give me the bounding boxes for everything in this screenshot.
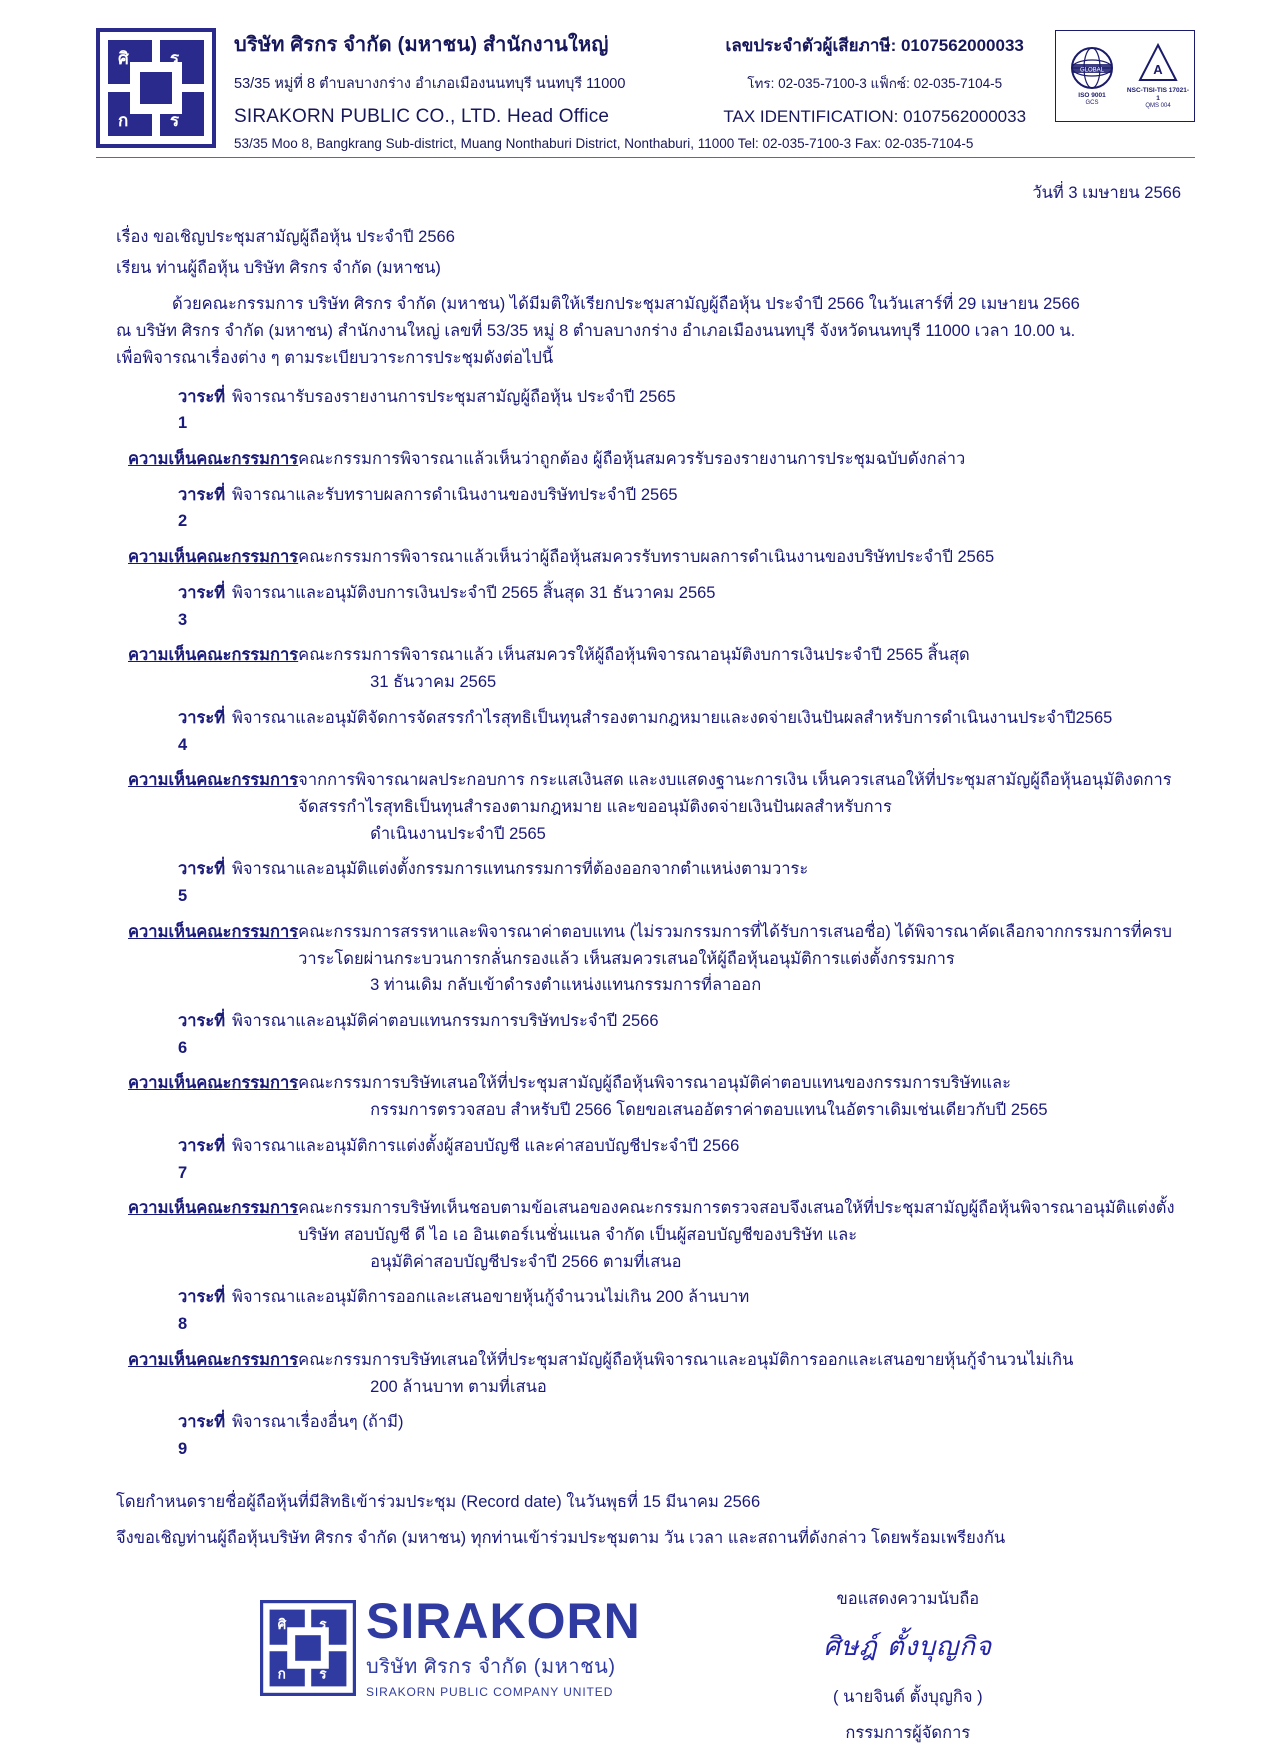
invitation-line: จึงขอเชิญท่านผู้ถือหุ้นบริษัท ศิรกร จำกัด (มหาชน) ทุกท่านเข้าร่วมประชุมตาม วัน เวลา และสถานที่ดังกล่าว โดยพร้อมเพรียงกัน bbox=[116, 1529, 1006, 1548]
sirakorn-logo-icon bbox=[96, 28, 216, 148]
board-opinion-text: คณะกรรมการบริษัทเห็นชอบตามข้อเสนอของคณะกรรมการตรวจสอบจึงเสนอให้ที่ประชุมสามัญผู้ถือหุ้นพิจารณาอนุมัติแต่งตั้ง บริษัท สอบบัญชี ดี ไอ เอ อินเตอร์เนชั่นแนล จำกัด เป็นผู้สอบบัญชีของบริษัท และ bbox=[298, 1199, 1175, 1244]
agenda-number: วาระที่ 2 bbox=[178, 485, 226, 531]
globe-badge-label: GLOBAL bbox=[1079, 67, 1105, 74]
accreditation-badge-label: A bbox=[1153, 62, 1163, 78]
board-opinion-label: ความเห็นคณะกรรมการ bbox=[128, 450, 299, 469]
board-opinion bbox=[116, 767, 1181, 847]
nac-scheme-label: QMS 004 bbox=[1145, 102, 1171, 109]
svg-text:ร: ร bbox=[319, 1666, 327, 1682]
company-address-th: 53/35 หมู่ที่ 8 ตำบลบางกร่าง อำเภอเมืองนนทบุรี นนทบุรี 11000 bbox=[234, 76, 626, 92]
agenda-item bbox=[116, 1284, 1181, 1337]
letter-body bbox=[60, 224, 1215, 1552]
svg-text:ศิ: ศิ bbox=[277, 1616, 287, 1632]
board-opinion-text-cont: อนุมัติค่าสอบบัญชีประจำปี 2566 ตามที่เสนอ bbox=[370, 1252, 682, 1271]
accreditation-icon bbox=[1138, 42, 1178, 86]
agenda-title: พิจารณาและอนุมัติจัดการจัดสรรกำไรสุทธิเป็นทุนสำรองตามกฎหมายและงดจ่ายเงินปันผลสำหรับการดำเนินงานประจำปี2565 bbox=[232, 708, 1113, 727]
record-date-line: โดยกำหนดรายชื่อผู้ถือหุ้นที่มีสิทธิเข้าร่วมประชุม (Record date) ในวันพุธที่ 15 มีนาคม 2566 bbox=[116, 1492, 761, 1511]
board-opinion-text: คณะกรรมการบริษัทเสนอให้ที่ประชุมสามัญผู้ถือหุ้นพิจารณาอนุมัติค่าตอบแทนของกรรมการบริษัทและ bbox=[298, 1074, 1012, 1093]
board-opinion bbox=[116, 642, 1181, 695]
board-opinion-label: ความเห็นคณะกรรมการ bbox=[128, 771, 299, 790]
board-opinion bbox=[116, 1070, 1181, 1123]
agenda-title: พิจารณาและอนุมัติค่าตอบแทนกรรมการบริษัทประจำปี 2566 bbox=[232, 1011, 659, 1030]
footer-logo bbox=[60, 1586, 641, 1699]
agenda-number: วาระที่ 9 bbox=[178, 1413, 226, 1459]
agenda-item bbox=[116, 580, 1181, 633]
board-opinion-text: คณะกรรมการสรรหาและพิจารณาค่าตอบแทน (ไม่รวมกรรมการที่ได้รับการเสนอชื่อ) ได้พิจารณาคัดเลือกจากกรรมการที่ครบวาระโดยผ่านกระบวนการกลั่นกรองแล้ว เห็นสมควรเสนอให้ผู้ถือหุ้นอนุมัติการแต่งตั้งกรรมการ bbox=[298, 922, 1172, 968]
letter-subject: เรื่อง ขอเชิญประชุมสามัญผู้ถือหุ้น ประจำปี 2566 bbox=[116, 228, 455, 246]
intro-line-2: ณ บริษัท ศิรกร จำกัด (มหาชน) สำนักงานใหญ่ เลขที่ 53/35 หมู่ 8 ตำบลบางกร่าง อำเภอเมืองนนทบุรี จังหวัดนนทบุรี 11000 เวลา 10.00 น. bbox=[116, 322, 1076, 341]
svg-text:ร: ร bbox=[319, 1616, 327, 1632]
agenda-number: วาระที่ 6 bbox=[178, 1011, 226, 1057]
agenda-title: พิจารณาและรับทราบผลการดำเนินงานของบริษัทประจำปี 2565 bbox=[232, 485, 678, 504]
intro-line-3: เพื่อพิจารณาเรื่องต่าง ๆ ตามระเบียบวาระการประชุมดังต่อไปนี้ bbox=[116, 348, 554, 367]
agenda-number: วาระที่ 5 bbox=[178, 860, 226, 906]
footer-brand-en: SIRAKORN PUBLIC COMPANY UNITED bbox=[366, 1685, 614, 1700]
svg-text:ก: ก bbox=[118, 111, 129, 130]
board-opinion-label: ความเห็นคณะกรรมการ bbox=[128, 548, 299, 567]
board-opinion bbox=[116, 1347, 1181, 1400]
sirakorn-footer-logo-icon bbox=[260, 1600, 356, 1696]
tax-id-th: เลขประจำตัวผู้เสียภาษี: 0107562000033 bbox=[725, 36, 1024, 55]
board-opinion-text: คณะกรรมการพิจารณาแล้วเห็นว่าถูกต้อง ผู้ถือหุ้นสมควรรับรองรายงานการประชุมฉบับดังกล่าว bbox=[298, 450, 966, 469]
agenda-item bbox=[116, 1409, 1181, 1462]
board-opinion-text-cont: 31 ธันวาคม 2565 bbox=[370, 673, 497, 692]
agenda-title: พิจารณาเรื่องอื่นๆ (ถ้ามี) bbox=[232, 1413, 404, 1432]
signatory-title: กรรมการผู้จัดการ bbox=[845, 1724, 971, 1743]
footer-brand-th: บริษัท ศิรกร จำกัด (มหาชน) bbox=[366, 1656, 616, 1679]
agenda-title: พิจารณารับรองรายงานการประชุมสามัญผู้ถือหุ้น ประจำปี 2565 bbox=[232, 387, 676, 406]
iso-certification-mark bbox=[1060, 45, 1124, 107]
signatory-name: ( นายจินต์ ตั้งบุญกิจ ) bbox=[833, 1688, 983, 1707]
company-name-en: SIRAKORN PUBLIC CO., LTD. Head Office bbox=[234, 106, 610, 127]
nac-certification-mark bbox=[1126, 42, 1190, 110]
board-opinion bbox=[116, 1195, 1181, 1275]
footer-brand-name: SIRAKORN bbox=[366, 1593, 641, 1650]
board-opinion-text-cont: 3 ท่านเดิม กลับเข้าดำรงตำแหน่งแทนกรรมการที่ลาออก bbox=[370, 976, 762, 995]
company-logo bbox=[96, 28, 216, 148]
agenda-item bbox=[116, 1133, 1181, 1186]
company-address-en: 53/35 Moo 8, Bangkrang Sub-district, Muang Nonthaburi District, Nonthaburi, 11000 Tel: 02-035-7100-3 Fax: 02-035-7104-5 bbox=[234, 136, 974, 151]
letter-closing bbox=[116, 1489, 1181, 1552]
agenda-number: วาระที่ 1 bbox=[178, 387, 226, 433]
svg-text:ร: ร bbox=[170, 49, 180, 68]
letter-footer bbox=[60, 1586, 1215, 1746]
tax-id-en: TAX IDENTIFICATION: 0107562000033 bbox=[723, 107, 1027, 126]
board-opinion bbox=[116, 919, 1181, 999]
board-opinion-label: ความเห็นคณะกรรมการ bbox=[128, 922, 299, 941]
board-opinion-text-cont: กรรมการตรวจสอบ สำหรับปี 2566 โดยขอเสนออัตราค่าตอบแทนในอัตราเดิมเช่นเดียวกับปี 2565 bbox=[370, 1101, 1048, 1120]
board-opinion-text: จากการพิจารณาผลประกอบการ กระแสเงินสด และงบแสดงฐานะการเงิน เห็นควรเสนอให้ที่ประชุมสามัญผู้ถือหุ้นอนุมัติงดการจัดสรรกำไรสุทธิเป็นทุนสำรองตามกฎหมาย และขออนุมัติงดจ่ายเงินปันผลสำหรับการ bbox=[298, 771, 1172, 816]
board-opinion-text-cont: ดำเนินงานประจำปี 2565 bbox=[370, 824, 546, 843]
agenda-item bbox=[116, 856, 1181, 909]
agenda-title: พิจารณาและอนุมัติการแต่งตั้งผู้สอบบัญชี และค่าสอบบัญชีประจำปี 2566 bbox=[232, 1136, 740, 1155]
board-opinion-label: ความเห็นคณะกรรมการ bbox=[128, 1199, 299, 1218]
letter-recipient: เรียน ท่านผู้ถือหุ้น บริษัท ศิรกร จำกัด (มหาชน) bbox=[116, 258, 441, 277]
board-opinion-label: ความเห็นคณะกรรมการ bbox=[128, 646, 299, 665]
letterhead bbox=[96, 18, 1195, 158]
certification-marks bbox=[1055, 30, 1195, 122]
agenda-title: พิจารณาและอนุมัติการออกและเสนอขายหุ้นกู้จำนวนไม่เกิน 200 ล้านบาท bbox=[232, 1288, 750, 1307]
svg-text:ศิ: ศิ bbox=[118, 49, 129, 68]
board-opinion-text: คณะกรรมการพิจารณาแล้วเห็นว่าผู้ถือหุ้นสมควรรับทราบผลการดำเนินงานของบริษัทประจำปี 2565 bbox=[298, 548, 995, 567]
svg-text:ร: ร bbox=[170, 111, 180, 130]
board-opinion-label: ความเห็นคณะกรรมการ bbox=[128, 1350, 299, 1369]
regards-text: ขอแสดงความนับถือ bbox=[836, 1590, 980, 1609]
agenda-item bbox=[116, 482, 1181, 535]
agenda-number: วาระที่ 8 bbox=[178, 1288, 226, 1334]
board-opinion bbox=[116, 544, 1181, 571]
board-opinion-text: คณะกรรมการพิจารณาแล้ว เห็นสมควรให้ผู้ถือหุ้นพิจารณาอนุมัติงบการเงินประจำปี 2565 สิ้นสุด bbox=[298, 646, 970, 665]
agenda-number: วาระที่ 7 bbox=[178, 1136, 226, 1182]
agenda-list bbox=[116, 384, 1181, 1463]
agenda-title: พิจารณาและอนุมัติแต่งตั้งกรรมการแทนกรรมการที่ต้องออกจากตำแหน่งตามวาระ bbox=[232, 860, 809, 879]
board-opinion bbox=[116, 446, 1181, 473]
agenda-item bbox=[116, 1008, 1181, 1061]
intro-line-1: ด้วยคณะกรรมการ บริษัท ศิรกร จำกัด (มหาชน) ได้มีมติให้เรียกประชุมสามัญผู้ถือหุ้น ประจำปี 2566 ในวันเสาร์ที่ 29 เมษายน 2566 bbox=[172, 295, 1080, 314]
board-opinion-label: ความเห็นคณะกรรมการ bbox=[128, 1074, 299, 1093]
company-name-th: บริษัท ศิรกร จำกัด (มหาชน) สำนักงานใหญ่ bbox=[234, 34, 609, 56]
agenda-number: วาระที่ 4 bbox=[178, 708, 226, 754]
footer-wordmark bbox=[366, 1593, 641, 1700]
agenda-item bbox=[116, 384, 1181, 437]
agenda-title: พิจารณาและอนุมัติงบการเงินประจำปี 2565 สิ้นสุด 31 ธันวาคม 2565 bbox=[232, 583, 716, 602]
iso-scheme-label: GCS bbox=[1085, 100, 1099, 106]
iso-standard-label: ISO 9001 bbox=[1078, 92, 1106, 100]
letterhead-text bbox=[216, 24, 1045, 151]
agenda-item bbox=[116, 705, 1181, 758]
document-date: วันที่ 3 เมษายน 2566 bbox=[1032, 184, 1181, 202]
globe-icon bbox=[1069, 45, 1115, 91]
board-opinion-text-cont: 200 ล้านบาท ตามที่เสนอ bbox=[370, 1377, 547, 1396]
svg-text:ก: ก bbox=[277, 1666, 286, 1682]
agenda-number: วาระที่ 3 bbox=[178, 583, 226, 629]
company-phone-th: โทร: 02-035-7100-3 แฟ็กซ์: 02-035-7104-5 bbox=[747, 76, 1003, 91]
nac-standard-label: NSC-TISI-TIS 17021-1 bbox=[1126, 87, 1190, 103]
board-opinion-text: คณะกรรมการบริษัทเสนอให้ที่ประชุมสามัญผู้ถือหุ้นพิจารณาและอนุมัติการออกและเสนอขายหุ้นกู้จำนวนไม่เกิน bbox=[298, 1350, 1074, 1369]
signature-image: ศิษฎ์ ตั้งบุญกิจ bbox=[823, 1632, 993, 1663]
signature-block bbox=[641, 1586, 1215, 1746]
